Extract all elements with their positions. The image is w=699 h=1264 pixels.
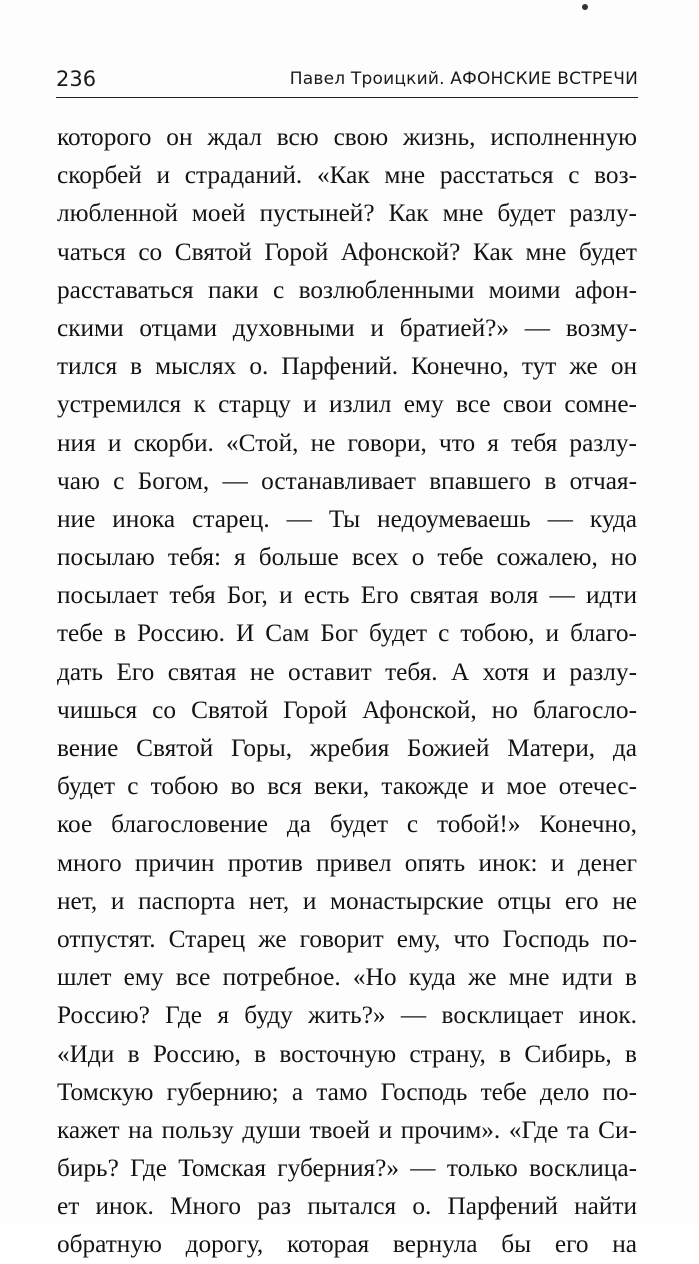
- text-line: вение Святой Горы, жребия Божией Матери, да: [57, 734, 637, 762]
- text-line: Россию? Где я буду жить?» — восклицает инок.: [57, 1001, 637, 1030]
- text-line: бирь? Где Томская губерния?» — только восклица-: [57, 1154, 637, 1183]
- text-line: которого он ждал всю свою жизнь, исполненную: [57, 123, 637, 151]
- text-line: любленной моей пустыней? Как мне будет разлу-: [57, 199, 637, 228]
- text-line: чишься со Святой Горой Афонской, но благосло-: [57, 695, 637, 724]
- page-number: 236: [56, 67, 97, 91]
- text-line: скими отцами духовными и братией?» — возму-: [57, 313, 637, 342]
- text-line: дать Его святая не оставит тебя. А хотя и разлу-: [57, 657, 637, 686]
- text-line: скорбей и страданий. «Как мне расстаться с воз-: [57, 161, 637, 190]
- text-line: расставаться паки с возлюбленными моими афон-: [57, 275, 637, 304]
- text-line: тился в мыслях о. Парфений. Конечно, тут же он: [57, 352, 637, 381]
- text-line: нет, и паспорта нет, и монастырские отцы его не: [57, 886, 637, 915]
- text-line: кажет на пользу души твоей и прочим». «Где та Си-: [57, 1115, 637, 1144]
- text-line: ния и скорби. «Стой, не говори, что я тебя разлу-: [57, 428, 637, 457]
- page-header: [56, 66, 638, 100]
- text-line: будет с тобою во вся веки, такожде и мое отечес-: [57, 772, 637, 801]
- text-line: ние инока старец. — Ты недоумеваешь — куда: [57, 504, 637, 533]
- text-line: кое благословение да будет с тобой!» Конечно,: [57, 810, 637, 839]
- text-line: шлет ему все потребное. «Но куда же мне идти в: [57, 963, 637, 992]
- header-rule: [56, 97, 638, 98]
- text-line: ет инок. Много раз пытался о. Парфений найти: [57, 1192, 637, 1221]
- text-line: чаю с Богом, — останавливает впавшего в отчая-: [57, 466, 637, 495]
- print-speck: [582, 4, 588, 10]
- text-line: много причин против привел опять инок: и денег: [57, 848, 637, 877]
- text-line: посылаю тебя: я больше всех о тебе сожалею, но: [57, 543, 637, 572]
- text-line: отпустят. Старец же говорит ему, что Господь по-: [57, 924, 637, 953]
- text-line: Томскую губернию; а тамо Господь тебе дело по-: [57, 1077, 637, 1106]
- text-line: «Иди в Россию, в восточную страну, в Сибирь, в: [57, 1039, 637, 1068]
- text-line: обратную дорогу, которая вернула бы его на: [57, 1230, 637, 1259]
- text-line: устремился к старцу и излил ему все свои сомне-: [57, 390, 637, 419]
- text-line: тебе в Россию. И Сам Бог будет с тобою, и благо-: [57, 619, 637, 648]
- text-line: посылает тебя Бог, и есть Его святая воля — идти: [57, 581, 637, 610]
- running-head: Павел Троицкий. АФОНСКИЕ ВСТРЕЧИ: [289, 69, 638, 89]
- text-line: чаться со Святой Горой Афонской? Как мне будет: [57, 237, 637, 266]
- body-text: [57, 118, 637, 1264]
